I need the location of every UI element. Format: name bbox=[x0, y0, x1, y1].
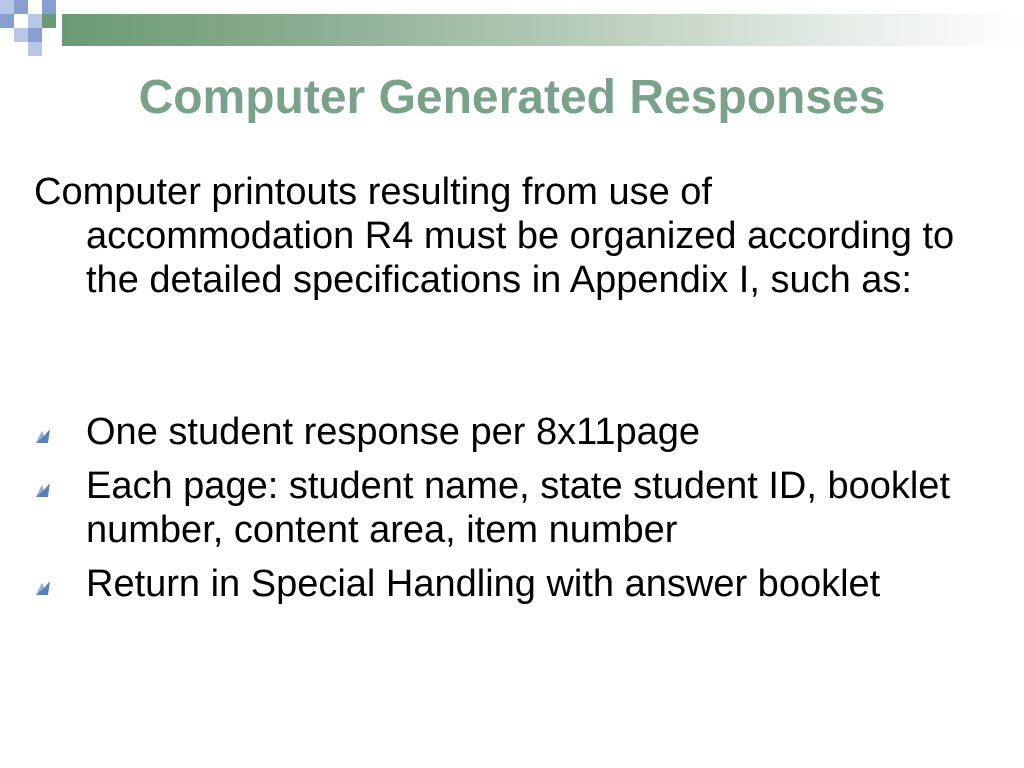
bullet-item bbox=[34, 410, 984, 454]
intro-paragraph: Computer printouts resulting from use of accommodation R4 must be organized according to the detailed specifications in Appendix I, such as: bbox=[34, 171, 955, 301]
bullet-item bbox=[34, 464, 984, 552]
arrow-bullet-icon bbox=[34, 481, 54, 499]
header-gradient-band bbox=[62, 14, 1024, 46]
bullet-text: Each page: student name, state student ID, booklet number, content area, item number bbox=[86, 465, 950, 551]
arrow-bullet-icon bbox=[34, 579, 54, 597]
bullet-text: Return in Special Handling with answer booklet bbox=[86, 563, 881, 605]
bullet-list bbox=[34, 410, 984, 616]
slide-title: Computer Generated Responses bbox=[138, 71, 886, 124]
bullet-text: One student response per 8x11page bbox=[86, 411, 701, 453]
bullet-item bbox=[34, 562, 984, 606]
arrow-bullet-icon bbox=[34, 427, 54, 445]
